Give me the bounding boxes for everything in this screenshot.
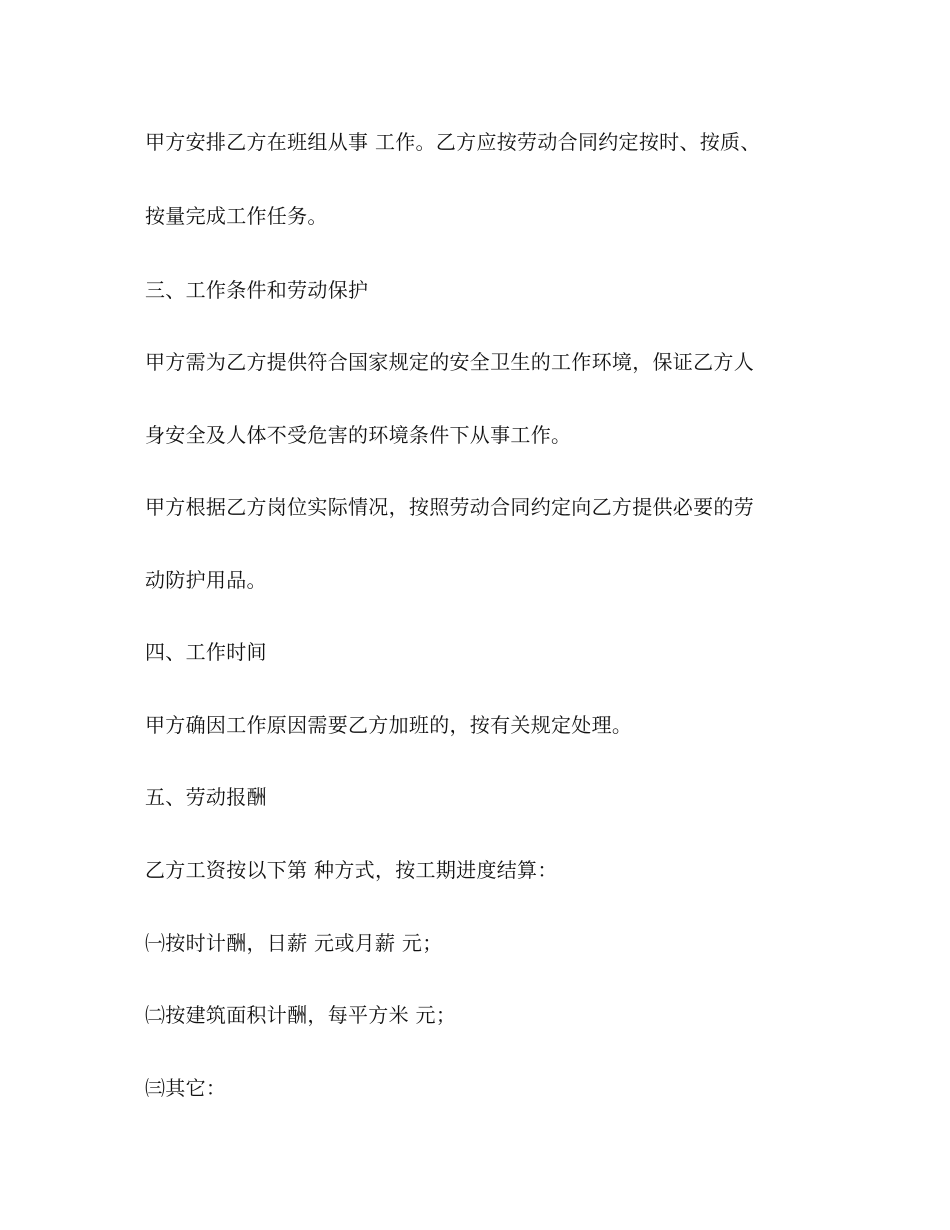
list-item-2: ㈡按建筑面积计酬，每平方米 元； <box>145 1003 457 1027</box>
paragraph-line-2: 按量完成工作任务。 <box>145 204 328 228</box>
paragraph-line-7: 动防护用品。 <box>145 568 267 592</box>
section-heading-5: 五、劳动报酬 <box>145 785 267 809</box>
paragraph-line-6: 甲方根据乙方岗位实际情况，按照劳动合同约定向乙方提供必要的劳 <box>145 495 754 519</box>
section-heading-3: 三、工作条件和劳动保护 <box>145 278 369 302</box>
list-item-1: ㈠按时计酬，日薪 元或月薪 元； <box>145 931 443 955</box>
list-item-3: ㈢其它： <box>145 1076 227 1100</box>
paragraph-line-1: 甲方安排乙方在班组从事 工作。乙方应按劳动合同约定按时、按质、 <box>145 130 761 154</box>
paragraph-line-5: 身安全及人体不受危害的环境条件下从事工作。 <box>145 423 572 447</box>
paragraph-line-11: 乙方工资按以下第 种方式，按工期进度结算： <box>145 858 558 882</box>
paragraph-line-4: 甲方需为乙方提供符合国家规定的安全卫生的工作环境，保证乙方人 <box>145 350 754 374</box>
paragraph-line-9: 甲方确因工作原因需要乙方加班的，按有关规定处理。 <box>145 713 633 737</box>
section-heading-4: 四、工作时间 <box>145 640 267 664</box>
